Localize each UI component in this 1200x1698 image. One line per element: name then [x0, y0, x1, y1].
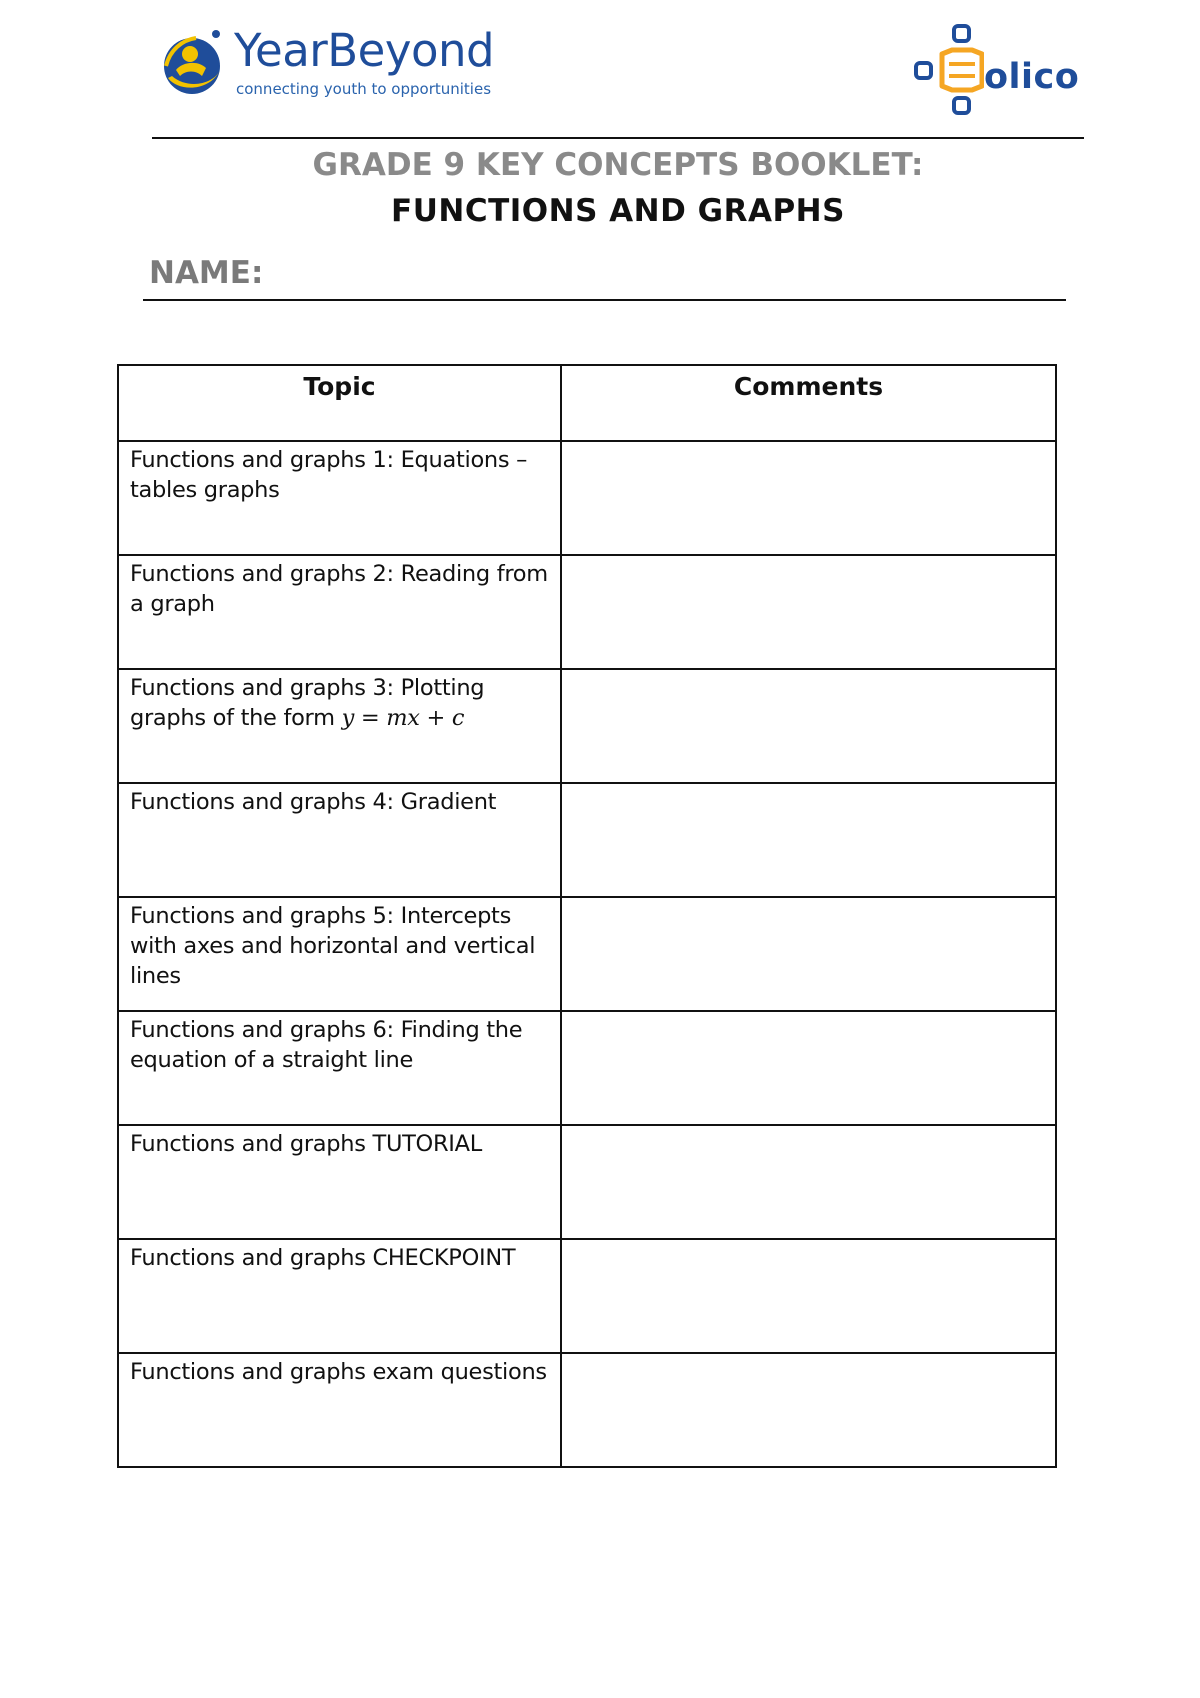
comment-cell[interactable]	[561, 669, 1056, 783]
comment-cell[interactable]	[561, 1125, 1056, 1239]
table-row	[118, 441, 1056, 555]
topic-cell: Functions and graphs CHECKPOINT	[118, 1239, 561, 1353]
yearbeyond-emblem-icon	[158, 26, 230, 98]
yearbeyond-logo	[158, 22, 508, 106]
table-row	[118, 555, 1056, 669]
table-row	[118, 783, 1056, 897]
topic-cell	[118, 669, 561, 783]
topic-column-header: Topic	[118, 365, 561, 441]
comment-cell[interactable]	[561, 555, 1056, 669]
table-row	[118, 1011, 1056, 1125]
name-field-line[interactable]	[143, 299, 1066, 301]
olico-cross-icon	[912, 20, 984, 116]
topic-cell: Functions and graphs 5: Intercepts with axes and horizontal and vertical lines	[118, 897, 561, 1011]
comment-cell[interactable]	[561, 783, 1056, 897]
yearbeyond-wordmark: YearBeyond	[234, 24, 495, 77]
comment-cell[interactable]	[561, 441, 1056, 555]
comment-cell[interactable]	[561, 1011, 1056, 1125]
table-header-row	[118, 365, 1056, 441]
topics-table	[117, 364, 1057, 1468]
header-divider	[152, 137, 1084, 139]
topic-cell: Functions and graphs 2: Reading from a graph	[118, 555, 561, 669]
table-row	[118, 1353, 1056, 1467]
topic-cell: Functions and graphs 1: Equations – tables graphs	[118, 441, 561, 555]
topic-cell: Functions and graphs exam questions	[118, 1353, 561, 1467]
booklet-title: GRADE 9 KEY CONCEPTS BOOKLET:	[312, 147, 924, 183]
booklet-subtitle: FUNCTIONS AND GRAPHS	[391, 193, 845, 229]
table-row	[118, 897, 1056, 1011]
comments-column-header: Comments	[561, 365, 1056, 441]
table-row	[118, 1125, 1056, 1239]
name-label: NAME:	[149, 255, 264, 291]
equation-y-mx-c: y = mx + c	[341, 705, 465, 731]
comment-cell[interactable]	[561, 897, 1056, 1011]
comment-cell[interactable]	[561, 1353, 1056, 1467]
topic-text: Functions and graphs 3: Plotting graphs of the form	[130, 675, 485, 731]
yearbeyond-tagline: connecting youth to opportunities	[236, 80, 492, 98]
topic-cell: Functions and graphs 6: Finding the equation of a straight line	[118, 1011, 561, 1125]
olico-wordmark: olico	[984, 57, 1080, 97]
olico-logo	[912, 20, 1082, 116]
topic-cell: Functions and graphs 4: Gradient	[118, 783, 561, 897]
table-row	[118, 1239, 1056, 1353]
topic-cell: Functions and graphs TUTORIAL	[118, 1125, 561, 1239]
comment-cell[interactable]	[561, 1239, 1056, 1353]
table-row	[118, 669, 1056, 783]
